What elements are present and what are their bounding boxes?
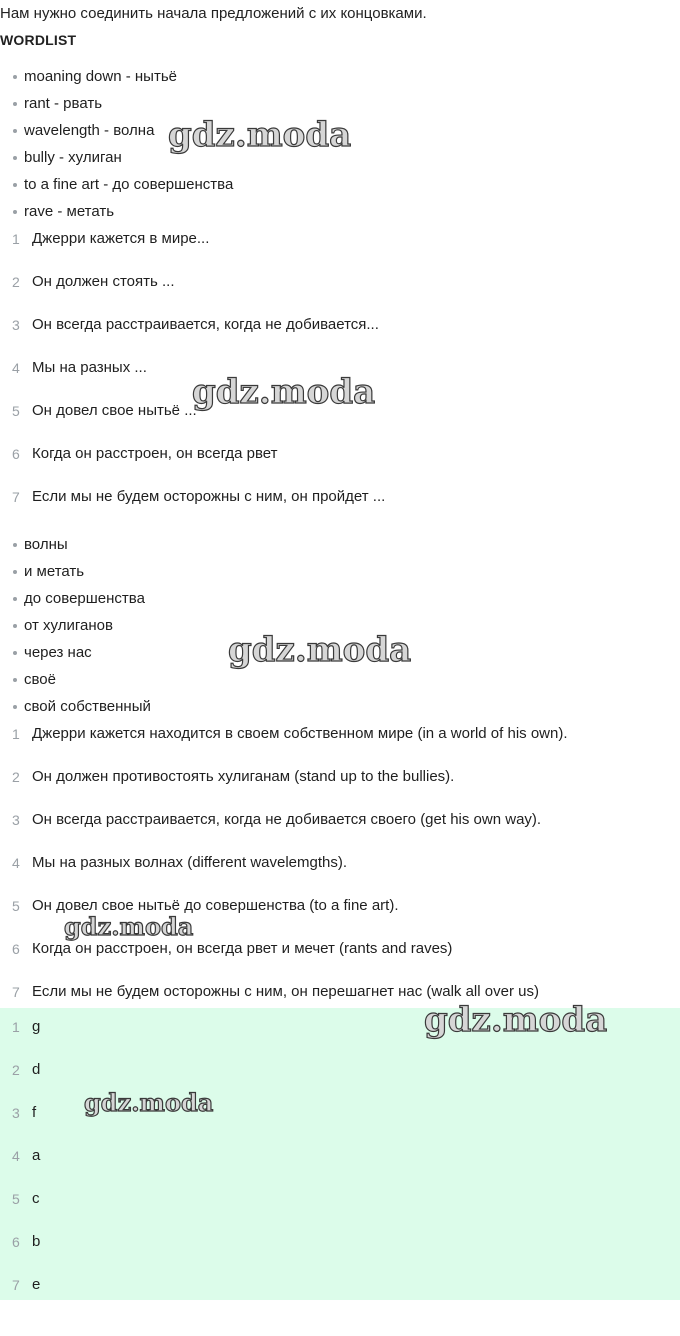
list-item: rant - рвать	[0, 90, 233, 117]
list-item: moaning down - нытьё	[0, 63, 233, 90]
list-item: wavelength - волна	[0, 117, 233, 144]
bullet-icon	[13, 75, 17, 79]
watermark-logo: gdz.moda	[168, 115, 352, 155]
page: Нам нужно соединить начала предложений с их концовками. WORDLIST moaning down - нытьё rant - рвать wavelength - волна bully - хулиган to a fine art - до совершенства rave - метать 1 Джерри кажется в мире... 2 Он должен стоять ... 3 Он всегда расстраивается, когда не добивается... 4 Мы на разных ... 5 Он довел свое нытьё ... 6 Когда он расстроен, он всегда рвет 7 Если мы не будем осторожны с ним, он пройдет ... волны и метать до совершенства от хулиганов через нас своё свой собственный 1 Джерри кажется находится в своем собственном мире (in a world of his own). 2 Он должен противостоять хулиганам (stand up to the bullies). 3 Он всегда расстраивается, когда не добивается своего (get his own way). 4 Мы на разных волнах (different wavelemgths). 5 Он довел свое нытьё до совершенства (to a fine art). 6 Когда он расстроен, он всегда рвет и мечет (rants and raves) 7 Если мы не будем осторожны с ним, он перешагнет нас (walk all over us) 1 g 2 d 3 f 4 a 5 c 6 b 7 e gdz.moda gdz.moda gdz.moda gdz.moda gdz.moda gdz.moda	[0, 0, 680, 1336]
bullet-icon	[13, 129, 17, 133]
list-item: to a fine art - до совершенства	[0, 171, 233, 198]
bullet-icon	[13, 156, 17, 160]
list-item: своё	[0, 666, 151, 693]
answers-panel	[0, 1008, 680, 1300]
bullet-icon	[13, 570, 17, 574]
wordlist-heading: WORDLIST	[0, 32, 77, 48]
watermark-logo: gdz.moda	[84, 1088, 214, 1117]
bullet-icon	[13, 651, 17, 655]
watermark-logo: gdz.moda	[192, 372, 376, 412]
list-item: до совершенства	[0, 585, 151, 612]
bullet-icon	[13, 678, 17, 682]
bullet-icon	[13, 624, 17, 628]
bullet-icon	[13, 705, 17, 709]
list-item: волны	[0, 531, 151, 558]
list-item: bully - хулиган	[0, 144, 233, 171]
watermark-logo: gdz.moda	[228, 630, 412, 670]
bullet-icon	[13, 210, 17, 214]
bullet-icon	[13, 543, 17, 547]
watermark-logo: gdz.moda	[64, 912, 194, 941]
bullet-icon	[13, 102, 17, 106]
list-item: через нас	[0, 639, 151, 666]
watermark-logo: gdz.moda	[424, 1000, 608, 1040]
endings-list	[0, 531, 151, 720]
wordlist	[0, 63, 233, 225]
bullet-icon	[13, 183, 17, 187]
list-item: от хулиганов	[0, 612, 151, 639]
list-item: и метать	[0, 558, 151, 585]
list-item: свой собственный	[0, 693, 151, 720]
bullet-icon	[13, 597, 17, 601]
intro-text: Нам нужно соединить начала предложений с их концовками.	[0, 5, 427, 22]
list-item: rave - метать	[0, 198, 233, 225]
